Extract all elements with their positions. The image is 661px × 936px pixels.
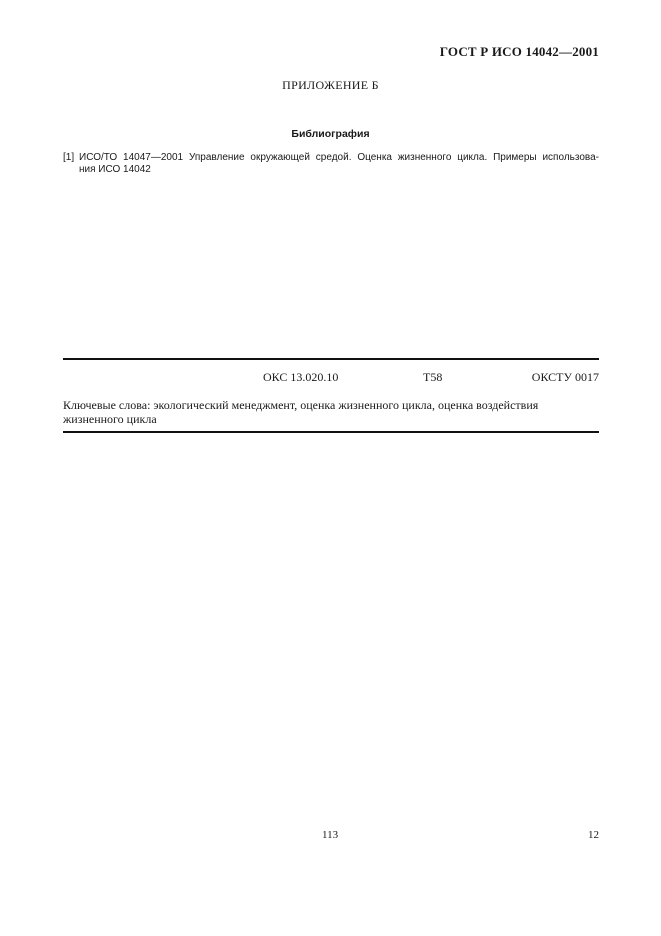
bibliography-entry-number: [1] (63, 152, 75, 163)
classification-row (63, 370, 599, 386)
bibliography-title: Библиография (291, 128, 370, 140)
page-number: 113 (322, 829, 339, 841)
bibliography-entry-text (79, 152, 599, 176)
okstu-code: ОКСТУ 0017 (531, 370, 599, 384)
bibliography-entry-line-2: ния ИСО 14042 (79, 164, 151, 175)
sheet-number: 12 (588, 829, 599, 841)
keywords: Ключевые слова: экологический менеджмент, оценка жизненного цикла, оценка воздействия жизненного цикла (63, 398, 539, 426)
appendix-title: ПРИЛОЖЕНИЕ Б (282, 78, 379, 92)
oks-code: ОКС 13.020.10 (263, 370, 339, 384)
bottom-divider (63, 431, 599, 433)
bibliography-entry-line-1: ИСО/ТО 14047—2001 Управление окружающей средой. Оценка жизненного цикла. Примеры использова- (79, 152, 599, 163)
bibliography-entry (63, 152, 599, 176)
standard-code: ГОСТ Р ИСО 14042—2001 (439, 44, 599, 59)
group-code: Т58 (423, 370, 443, 384)
top-divider (63, 358, 599, 360)
